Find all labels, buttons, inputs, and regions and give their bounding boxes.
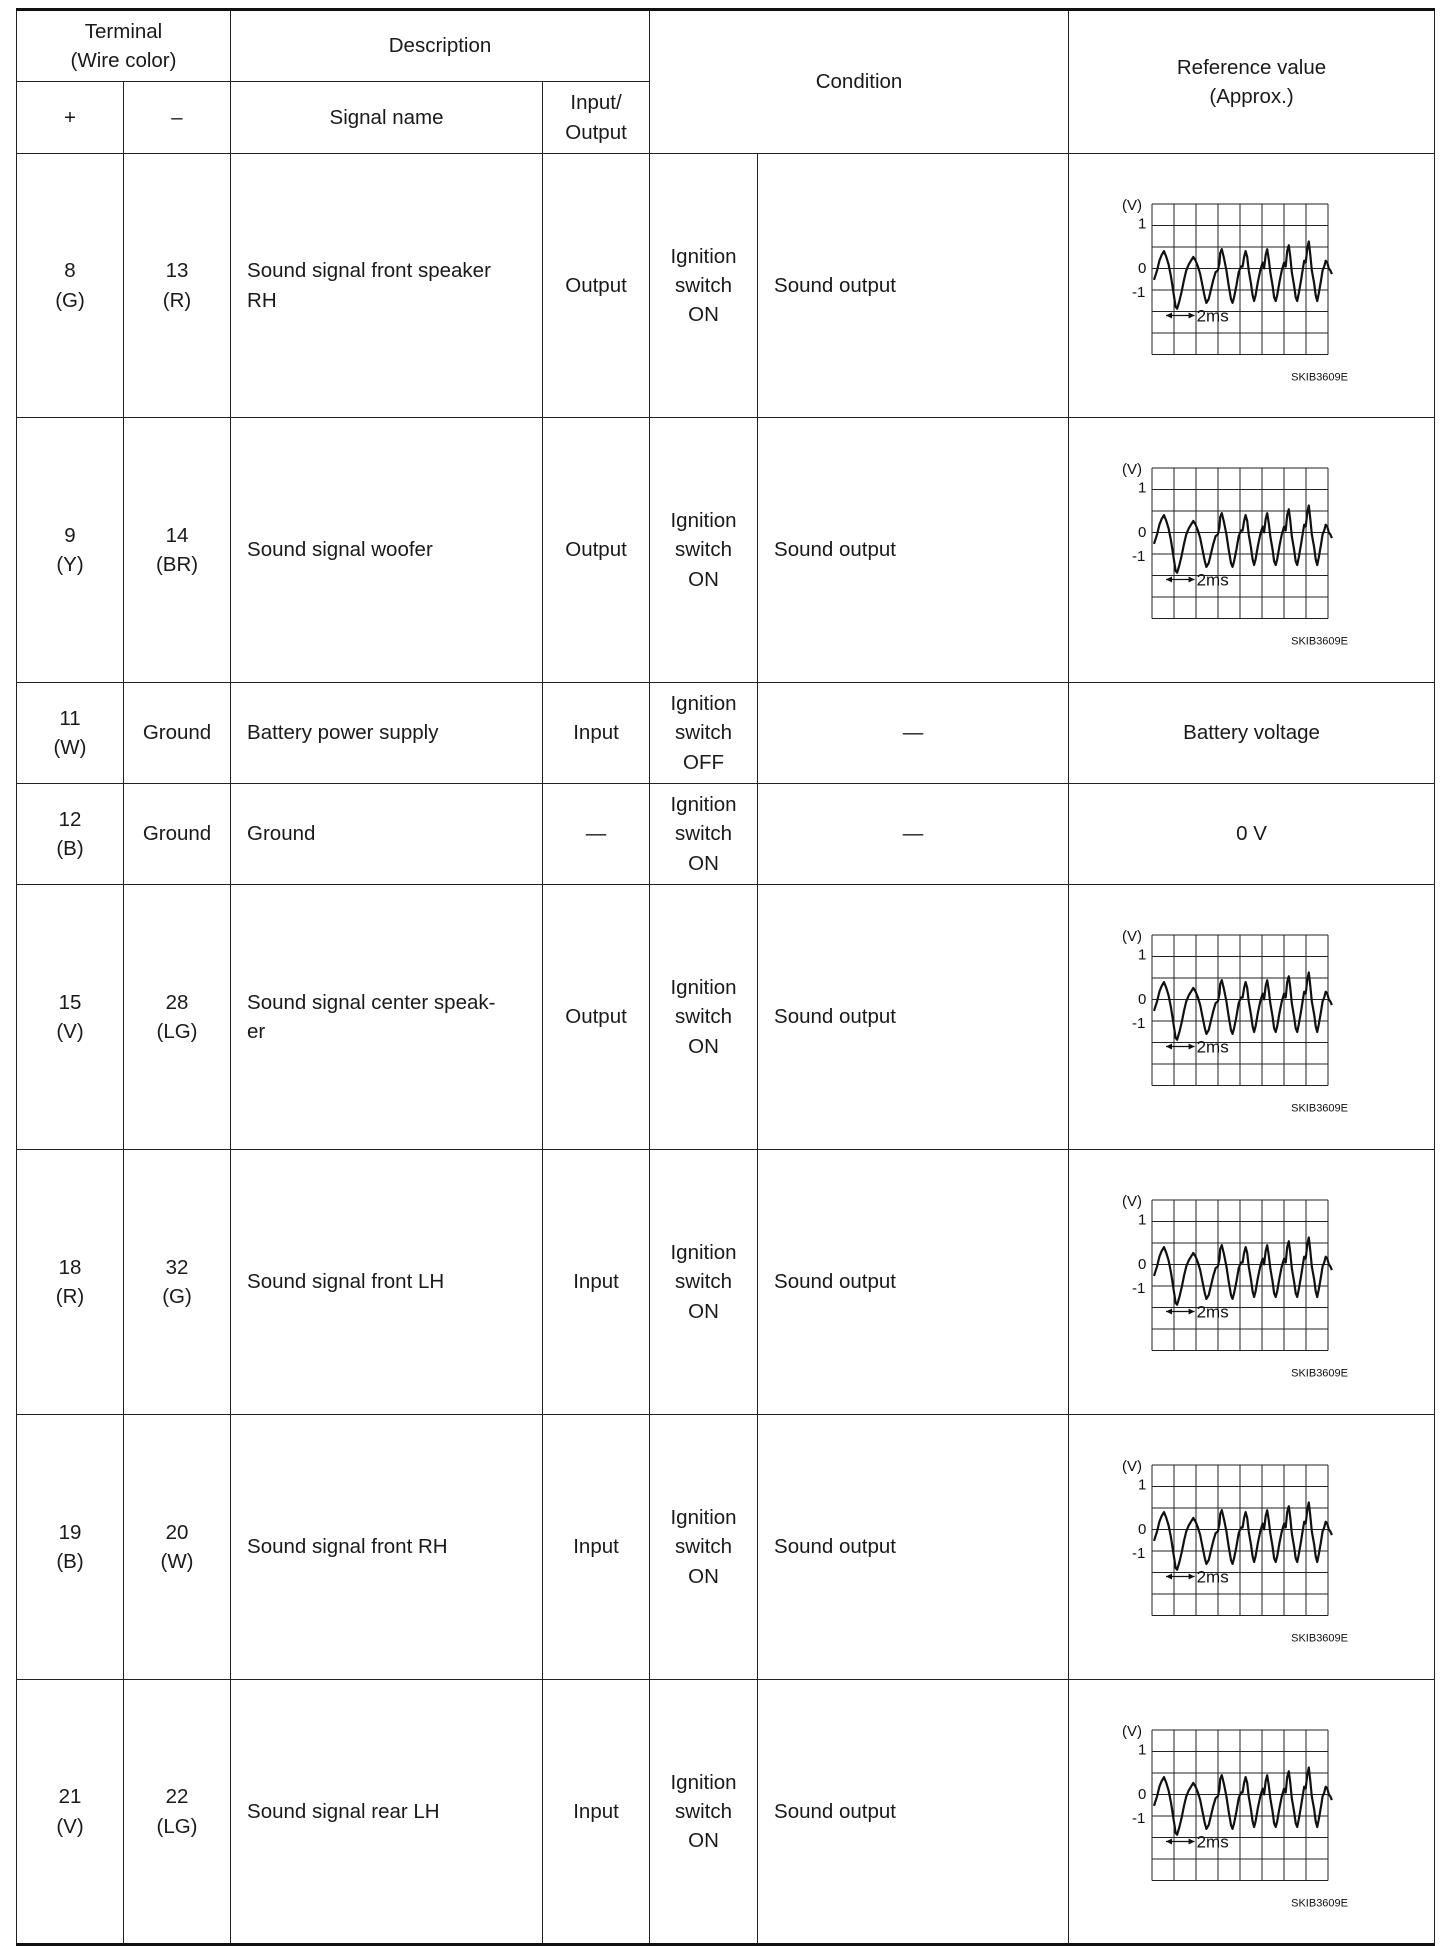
waveform-tick-label: 0 xyxy=(1137,991,1146,1008)
plus-terminal-line: 18 xyxy=(58,1255,82,1279)
condition-line: Ignition xyxy=(670,793,737,817)
time-scale-arrow-left xyxy=(1166,577,1172,583)
condition-cell xyxy=(650,154,758,418)
waveform-unit-label: (V) xyxy=(1121,1458,1142,1475)
waveform-tick-label: -1 xyxy=(1131,1015,1145,1032)
table-row xyxy=(17,154,1435,418)
plus-terminal-cell xyxy=(17,1150,124,1415)
plus-terminal-line: 11 xyxy=(59,706,81,730)
condition-header: Condition xyxy=(650,10,1069,154)
condition-line: ON xyxy=(688,303,719,327)
table-row xyxy=(17,1415,1435,1680)
condition-line: ON xyxy=(688,567,719,591)
signal-name-cell xyxy=(231,1680,543,1945)
time-scale-arrow-right xyxy=(1188,1574,1194,1580)
waveform-tick-label: -1 xyxy=(1131,1809,1145,1827)
waveform-trace xyxy=(1154,506,1332,573)
figure-code: SKIB3609E xyxy=(1290,635,1348,648)
time-scale-label: 2ms xyxy=(1196,1302,1229,1322)
plus-terminal-line: 12 xyxy=(58,807,82,831)
plus-terminal-line: (G) xyxy=(55,288,85,312)
input-output-cell xyxy=(543,1150,650,1415)
plus-terminal-line: 19 xyxy=(58,1520,82,1544)
waveform-trace xyxy=(1154,1238,1332,1305)
waveform-tick-label: 1 xyxy=(1137,479,1146,497)
condition-detail-text: — xyxy=(902,822,924,846)
signal-name-line: Ground xyxy=(247,822,316,846)
waveform-trace xyxy=(1154,1767,1332,1834)
condition-cell xyxy=(650,418,758,683)
condition-line: switch xyxy=(675,273,733,297)
condition-line: switch xyxy=(675,1270,733,1294)
plus-terminal-line: 15 xyxy=(58,990,82,1014)
minus-terminal-cell xyxy=(124,885,231,1150)
condition-line: switch xyxy=(675,1799,733,1823)
plus-terminal-line: 8 xyxy=(64,259,76,283)
minus-terminal-line: 13 xyxy=(165,259,189,283)
waveform-graph xyxy=(1102,186,1402,386)
waveform-graph xyxy=(1102,450,1402,650)
waveform-tick-label: 0 xyxy=(1137,1256,1146,1273)
condition-detail-cell xyxy=(758,1150,1069,1415)
plus-terminal-cell xyxy=(17,1680,124,1945)
condition-line: ON xyxy=(688,1299,719,1323)
minus-terminal-line: (LG) xyxy=(156,1020,198,1043)
time-scale-label: 2ms xyxy=(1196,306,1229,325)
condition-cell xyxy=(650,885,758,1150)
condition-detail-cell xyxy=(758,885,1069,1150)
table-row xyxy=(17,885,1435,1150)
input-output-cell xyxy=(543,154,650,418)
minus-terminal-cell xyxy=(124,418,231,683)
waveform-tick-label: 1 xyxy=(1137,215,1146,232)
condition-line: ON xyxy=(688,1829,719,1853)
time-scale-label: 2ms xyxy=(1196,570,1229,590)
condition-detail-text: Sound output xyxy=(774,1799,897,1823)
condition-line: Ignition xyxy=(670,1770,737,1794)
condition-detail-cell xyxy=(758,784,1069,885)
figure-code: SKIB3609E xyxy=(1290,1367,1348,1380)
signal-name-cell xyxy=(231,1150,543,1415)
input-output-cell xyxy=(543,885,650,1150)
minus-terminal-header: – xyxy=(124,82,231,154)
input-output-text: Output xyxy=(565,273,627,297)
signal-name-cell xyxy=(231,154,543,418)
waveform-tick-label: 0 xyxy=(1137,1785,1146,1803)
input-output-cell xyxy=(543,784,650,885)
reference-value-cell xyxy=(1069,1680,1435,1945)
waveform-unit-label: (V) xyxy=(1121,461,1142,478)
input-output-text: Input xyxy=(573,1270,619,1294)
table-row xyxy=(17,1150,1435,1415)
condition-line: Ignition xyxy=(670,244,737,268)
time-scale-label: 2ms xyxy=(1196,1567,1229,1587)
condition-detail-cell xyxy=(758,1415,1069,1680)
plus-terminal-cell xyxy=(17,418,124,683)
waveform-tick-label: 0 xyxy=(1137,524,1146,541)
reference-value-cell xyxy=(1069,1150,1435,1415)
waveform-tick-label: -1 xyxy=(1131,283,1145,301)
signal-name-cell xyxy=(231,418,543,683)
condition-detail-text: Sound output xyxy=(774,1270,897,1294)
time-scale-arrow-right xyxy=(1188,1044,1194,1050)
input-output-text: — xyxy=(585,822,607,846)
waveform-unit-label: (V) xyxy=(1121,1193,1142,1210)
condition-cell xyxy=(650,1150,758,1415)
time-scale-arrow-right xyxy=(1188,1838,1194,1844)
plus-terminal-line: (Y) xyxy=(56,553,84,576)
signal-name-cell xyxy=(231,885,543,1150)
plus-terminal-line: (B) xyxy=(56,837,84,860)
condition-line: switch xyxy=(675,822,733,846)
minus-terminal-cell xyxy=(124,784,231,885)
plus-terminal-line: (W) xyxy=(53,736,87,759)
minus-terminal-line: (G) xyxy=(162,1285,192,1308)
signal-name-line: Battery power supply xyxy=(247,721,439,745)
minus-terminal-line: 22 xyxy=(165,1785,189,1809)
signal-name-cell xyxy=(231,784,543,885)
waveform-tick-label: -1 xyxy=(1131,1545,1145,1562)
signal-name-line: RH xyxy=(247,288,277,312)
waveform-tick-label: -1 xyxy=(1131,1280,1145,1297)
table-row xyxy=(17,683,1435,784)
condition-detail-cell xyxy=(758,683,1069,784)
waveform-tick-label: 1 xyxy=(1137,1211,1146,1229)
waveform-unit-label: (V) xyxy=(1121,928,1142,945)
condition-line: ON xyxy=(688,1564,719,1588)
minus-terminal-line: (LG) xyxy=(156,1814,198,1838)
time-scale-arrow-left xyxy=(1166,1044,1172,1050)
signal-name-cell xyxy=(231,683,543,784)
signal-name-line: er xyxy=(247,1020,266,1043)
condition-detail-text: — xyxy=(902,721,924,745)
signal-name-line: Sound signal woofer xyxy=(247,538,433,562)
plus-terminal-cell xyxy=(17,784,124,885)
plus-terminal-line: (V) xyxy=(56,1814,84,1838)
input-output-cell xyxy=(543,683,650,784)
reference-value-text: 0 V xyxy=(1236,822,1267,846)
figure-code: SKIB3609E xyxy=(1290,371,1348,383)
condition-cell xyxy=(650,1680,758,1945)
input-output-text: Input xyxy=(573,1799,619,1823)
waveform-graph xyxy=(1102,917,1402,1117)
table-body xyxy=(17,154,1435,1945)
input-output-header: Input/ Output xyxy=(543,82,650,154)
condition-line: Ignition xyxy=(670,1241,737,1265)
condition-line: switch xyxy=(675,721,733,745)
condition-detail-text: Sound output xyxy=(774,538,897,562)
plus-terminal-line: (B) xyxy=(56,1550,84,1573)
reference-value-cell xyxy=(1069,1415,1435,1680)
input-output-text: Output xyxy=(565,1005,627,1029)
input-output-text: Input xyxy=(573,721,619,745)
signal-name-line: Sound signal front LH xyxy=(247,1270,445,1294)
input-output-cell xyxy=(543,418,650,683)
time-scale-label: 2ms xyxy=(1196,1037,1229,1057)
time-scale-arrow-right xyxy=(1188,577,1194,583)
terminal-reference-table xyxy=(16,8,1435,1946)
time-scale-arrow-right xyxy=(1188,1309,1194,1315)
minus-terminal-line: (R) xyxy=(162,288,192,312)
condition-line: Ignition xyxy=(670,509,737,533)
waveform-unit-label: (V) xyxy=(1121,196,1142,214)
minus-terminal-line: Ground xyxy=(142,822,212,846)
minus-terminal-line: 14 xyxy=(165,523,189,547)
reference-value-header: Reference value (Approx.) xyxy=(1069,10,1435,154)
minus-terminal-cell xyxy=(124,1415,231,1680)
plus-terminal-line: (R) xyxy=(55,1285,85,1308)
table-row xyxy=(17,784,1435,885)
minus-terminal-line: 32 xyxy=(165,1255,189,1279)
time-scale-arrow-left xyxy=(1166,312,1172,318)
description-header: Description xyxy=(231,10,650,82)
plus-terminal-cell xyxy=(17,683,124,784)
time-scale-arrow-left xyxy=(1166,1838,1172,1844)
reference-value-cell xyxy=(1069,418,1435,683)
waveform-tick-label: 0 xyxy=(1137,1521,1146,1538)
condition-line: ON xyxy=(688,1034,719,1058)
input-output-text: Output xyxy=(565,538,627,562)
condition-cell xyxy=(650,683,758,784)
time-scale-label: 2ms xyxy=(1196,1832,1229,1851)
signal-name-line: Sound signal front RH xyxy=(247,1535,448,1559)
minus-terminal-line: 20 xyxy=(165,1520,189,1544)
condition-line: switch xyxy=(675,1005,733,1029)
figure-code: SKIB3609E xyxy=(1290,1632,1348,1645)
reference-value-cell xyxy=(1069,784,1435,885)
input-output-text: Input xyxy=(573,1535,619,1559)
waveform-tick-label: 1 xyxy=(1137,946,1146,964)
signal-name-line: Sound signal rear LH xyxy=(247,1799,440,1823)
condition-cell xyxy=(650,1415,758,1680)
table-row xyxy=(17,418,1435,683)
condition-cell xyxy=(650,784,758,885)
waveform-trace xyxy=(1154,241,1332,308)
time-scale-arrow-left xyxy=(1166,1309,1172,1315)
minus-terminal-line: (W) xyxy=(160,1550,194,1573)
condition-detail-cell xyxy=(758,1680,1069,1945)
input-output-cell xyxy=(543,1680,650,1945)
condition-line: Ignition xyxy=(670,1506,737,1530)
plus-terminal-cell xyxy=(17,1415,124,1680)
time-scale-arrow-right xyxy=(1188,312,1194,318)
figure-code: SKIB3609E xyxy=(1290,1102,1348,1115)
condition-detail-text: Sound output xyxy=(774,1005,897,1029)
terminal-header: Terminal (Wire color) xyxy=(17,10,231,82)
minus-terminal-cell xyxy=(124,154,231,418)
minus-terminal-cell xyxy=(124,1150,231,1415)
reference-value-cell xyxy=(1069,885,1435,1150)
table-row xyxy=(17,1680,1435,1945)
reference-value-cell xyxy=(1069,683,1435,784)
reference-value-cell xyxy=(1069,154,1435,418)
plus-terminal-header: + xyxy=(17,82,124,154)
waveform-tick-label: 1 xyxy=(1137,1476,1146,1494)
time-scale-arrow-left xyxy=(1166,1574,1172,1580)
signal-name-cell xyxy=(231,1415,543,1680)
plus-terminal-line: 21 xyxy=(58,1785,82,1809)
condition-line: switch xyxy=(675,1535,733,1559)
minus-terminal-cell xyxy=(124,1680,231,1945)
waveform-trace xyxy=(1154,1503,1332,1570)
condition-detail-text: Sound output xyxy=(774,1535,897,1559)
plus-terminal-cell xyxy=(17,154,124,418)
minus-terminal-line: (BR) xyxy=(155,553,199,576)
waveform-trace xyxy=(1154,973,1332,1040)
signal-name-line: Sound signal front speaker xyxy=(247,259,491,283)
waveform-graph xyxy=(1102,1447,1402,1647)
condition-line: OFF xyxy=(683,750,725,774)
figure-code: SKIB3609E xyxy=(1290,1897,1348,1909)
waveform-tick-label: 0 xyxy=(1137,259,1146,277)
condition-detail-text: Sound output xyxy=(774,273,897,297)
condition-line: ON xyxy=(688,851,719,875)
plus-terminal-cell xyxy=(17,885,124,1150)
reference-value-text: Battery voltage xyxy=(1183,721,1320,745)
condition-detail-cell xyxy=(758,418,1069,683)
waveform-tick-label: -1 xyxy=(1131,548,1145,565)
condition-line: Ignition xyxy=(670,692,737,716)
input-output-cell xyxy=(543,1415,650,1680)
condition-detail-cell xyxy=(758,154,1069,418)
waveform-graph xyxy=(1102,1182,1402,1382)
plus-terminal-line: (V) xyxy=(56,1020,84,1043)
waveform-unit-label: (V) xyxy=(1121,1722,1142,1740)
waveform-graph xyxy=(1102,1712,1402,1912)
minus-terminal-cell xyxy=(124,683,231,784)
signal-name-header: Signal name xyxy=(231,82,543,154)
signal-name-line: Sound signal center speak- xyxy=(247,990,496,1014)
table-header xyxy=(17,10,1435,154)
minus-terminal-line: Ground xyxy=(142,721,212,745)
plus-terminal-line: 9 xyxy=(64,523,76,547)
waveform-tick-label: 1 xyxy=(1137,1741,1146,1758)
condition-line: Ignition xyxy=(670,976,737,1000)
minus-terminal-line: 28 xyxy=(165,990,189,1014)
condition-line: switch xyxy=(675,538,733,562)
